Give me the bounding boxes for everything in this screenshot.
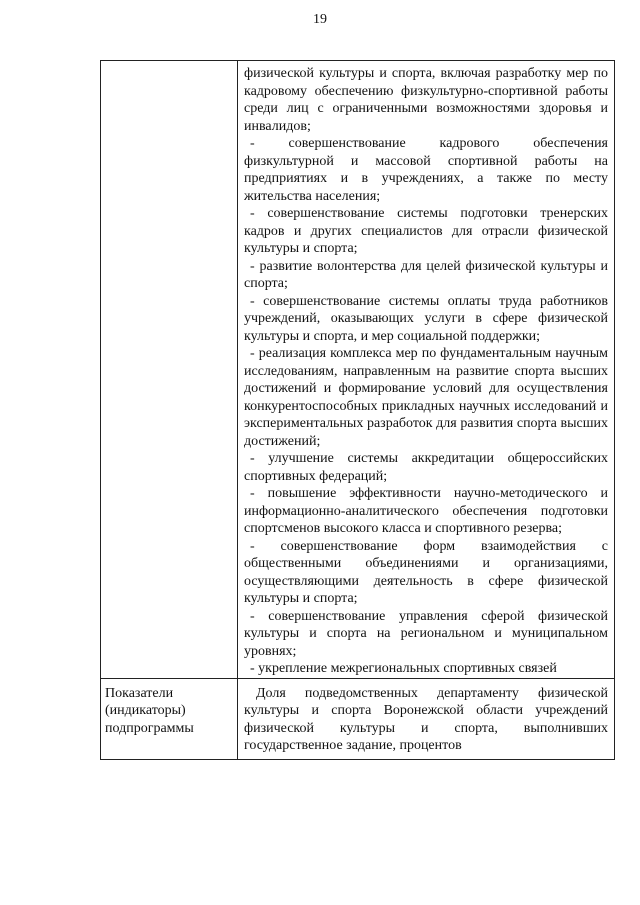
measures-content-cell [238, 61, 615, 679]
measures-label-cell [101, 61, 238, 679]
measures-row [101, 61, 615, 679]
page-number: 19 [313, 12, 327, 27]
measure-item: физической культуры и спорта, включая разработку мер по кадровому обеспечению физкультурно-спортивной работы среди лиц с ограниченными возможностями здоровья и инвалидов; [244, 66, 608, 134]
measure-item: - совершенствование системы оплаты труда работников учреждений, оказывающих услуги в сфере физической культуры и спорта, и мер социальной поддержки; [244, 293, 608, 344]
indicators-label: Показатели (индикаторы) подпрограммы [105, 685, 194, 736]
measure-item: - улучшение системы аккредитации общероссийских спортивных федераций; [244, 451, 608, 484]
measure-item: - совершенствование кадрового обеспечения физкультурной и массовой спортивной работы на предприятиях и в учреждениях, а также по месту жительства населения; [244, 136, 608, 204]
measure-item: - реализация комплекса мер по фундаментальным научным исследованиям, направленным на развитие спорта высших достижений и формирование условий для осуществления конкурентоспособных прикладных научных исследований и экспериментальных разработок для развития спорта высших достижений; [244, 346, 608, 449]
measure-item: - развитие волонтерства для целей физической культуры и спорта; [244, 258, 608, 291]
indicators-row [101, 678, 615, 759]
measure-item: - совершенствование форм взаимодействия с общественными объединениями и организациями, осуществляющими деятельность в сфере физической культуры и спорта; [244, 538, 608, 606]
measure-item: - совершенствование управления сферой физической культуры и спорта на региональном и муниципальном уровнях; [244, 608, 608, 659]
subprogram-table [100, 60, 615, 760]
indicators-content-cell [238, 678, 615, 759]
measure-item: - совершенствование системы подготовки тренерских кадров и других специалистов для отрасли физической культуры и спорта; [244, 206, 608, 256]
measures-list [244, 65, 608, 678]
indicators-text: Доля подведомственных департаменту физической культуры и спорта Воронежской области учреждений физической культуры и спорта, выполнивших государственное задание, процентов [244, 685, 608, 753]
indicators-label-cell [101, 678, 238, 759]
measure-item: - повышение эффективности научно-методического и информационно-аналитического обеспечения подготовки спортсменов высокого класса и спортивного резерва; [244, 486, 608, 536]
measure-item: - укрепление межрегиональных спортивных связей [250, 661, 557, 676]
